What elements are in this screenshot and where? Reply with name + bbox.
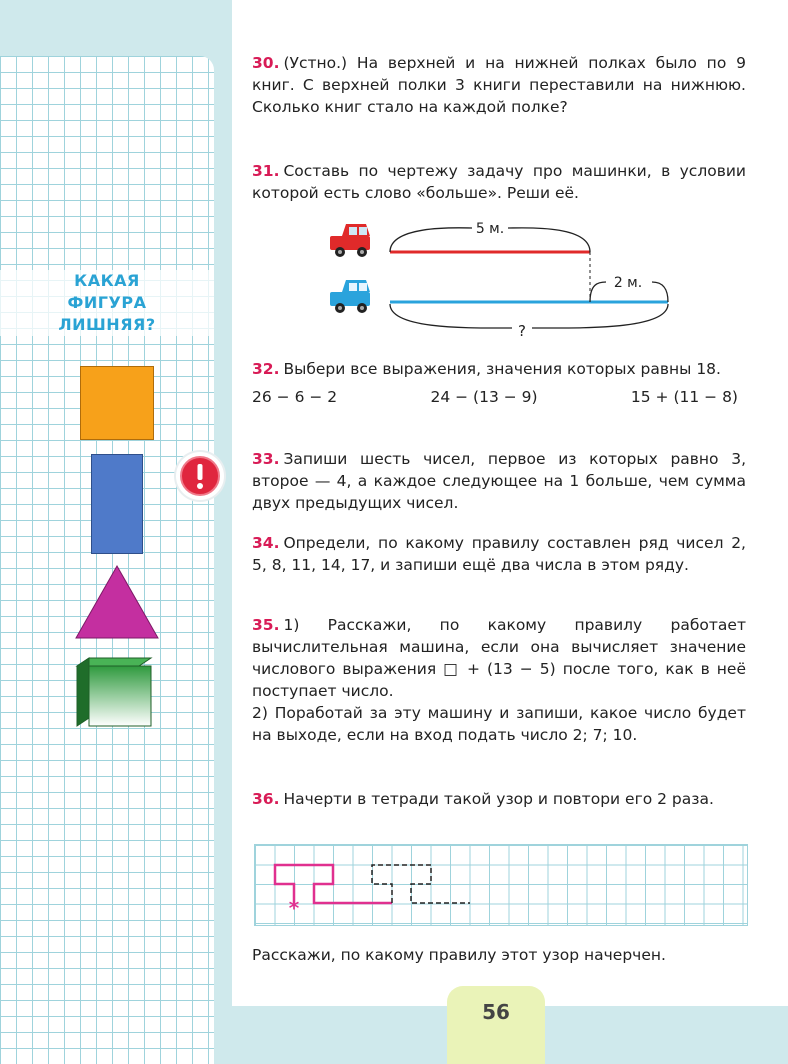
task-text-part-2: 2) Поработай за эту машину и запиши, какое число будет на выходе, если на вход подать число 2; 7; 10.	[252, 704, 746, 744]
difference-label: 2 м.	[613, 275, 643, 291]
top-length-label: 5 м.	[475, 221, 505, 237]
task-35	[252, 614, 746, 746]
green-cube-shape	[75, 656, 153, 728]
warning-badge	[176, 452, 224, 500]
task-36	[252, 788, 746, 810]
expressions-row	[252, 386, 746, 408]
task-33	[252, 448, 746, 514]
task-text: Определи, по какому правилу составлен ряд чисел 2, 5, 8, 11, 14, 17, и запиши ещё два числа в этом ряду.	[252, 534, 746, 574]
orange-square-shape	[80, 366, 154, 440]
pattern-question: Расскажи, по какому правилу этот узор начерчен.	[252, 946, 666, 964]
task-number: 31.	[252, 162, 280, 180]
page-number: 56	[482, 1000, 510, 1024]
purple-triangle-shape	[74, 564, 160, 640]
task-text: Выбери все выражения, значения которых равны 18.	[283, 360, 721, 378]
start-mark: *	[288, 896, 300, 920]
task-text: Запиши шесть чисел, первое из которых равно 3, второе — 4, а каждое следующее на 1 больше, чем сумма двух предыдущих чисел.	[252, 450, 746, 512]
pattern-grid	[254, 844, 748, 926]
sidebar-title	[0, 270, 214, 336]
expression-3: 15 + (11 − 8)	[630, 388, 738, 406]
task-text-part-1: 1) Расскажи, по какому правилу работает вычислительная машина, если она вычисляет значение числового выражения □ + (13 − 5) после того, как в неё поступает число.	[252, 616, 746, 700]
task-31-diagram	[322, 212, 682, 344]
task-number: 33.	[252, 450, 280, 468]
task-32	[252, 358, 746, 408]
task-text: Составь по чертежу задачу про машинки, в условии которой есть слово «больше». Реши её.	[252, 162, 746, 202]
expression-1: 26 − 6 − 2	[252, 388, 338, 406]
blue-rectangle-shape	[91, 454, 143, 554]
page-number-tab	[447, 986, 545, 1064]
task-number: 30.	[252, 54, 280, 72]
sidebar-grid-panel	[0, 56, 214, 1064]
textbook-page	[232, 0, 788, 1006]
task-text: Начерти в тетради такой узор и повтори его 2 раза.	[283, 790, 714, 808]
task-30	[252, 52, 746, 118]
sidebar-title-line-3: ЛИШНЯЯ?	[58, 315, 156, 334]
unknown-length-label: ?	[518, 322, 526, 340]
red-car-icon	[330, 224, 370, 257]
task-36-footer	[252, 944, 746, 966]
task-number: 36.	[252, 790, 280, 808]
task-number: 32.	[252, 360, 280, 378]
blue-car-icon	[330, 280, 370, 313]
sidebar-title-line-1: КАКАЯ	[74, 271, 140, 290]
sidebar-title-line-2: ФИГУРА	[67, 293, 147, 312]
expression-2: 24 − (13 − 9)	[430, 388, 538, 406]
task-text: (Устно.) На верхней и на нижней полках было по 9 книг. С верхней полки 3 книги переставили на нижнюю. Сколько книг стало на каждой полке?	[252, 54, 746, 116]
task-34	[252, 532, 746, 576]
task-number: 34.	[252, 534, 280, 552]
task-number: 35.	[252, 616, 280, 634]
pattern-drawing	[255, 845, 747, 925]
task-31	[252, 160, 746, 204]
exclamation-icon	[176, 452, 224, 500]
